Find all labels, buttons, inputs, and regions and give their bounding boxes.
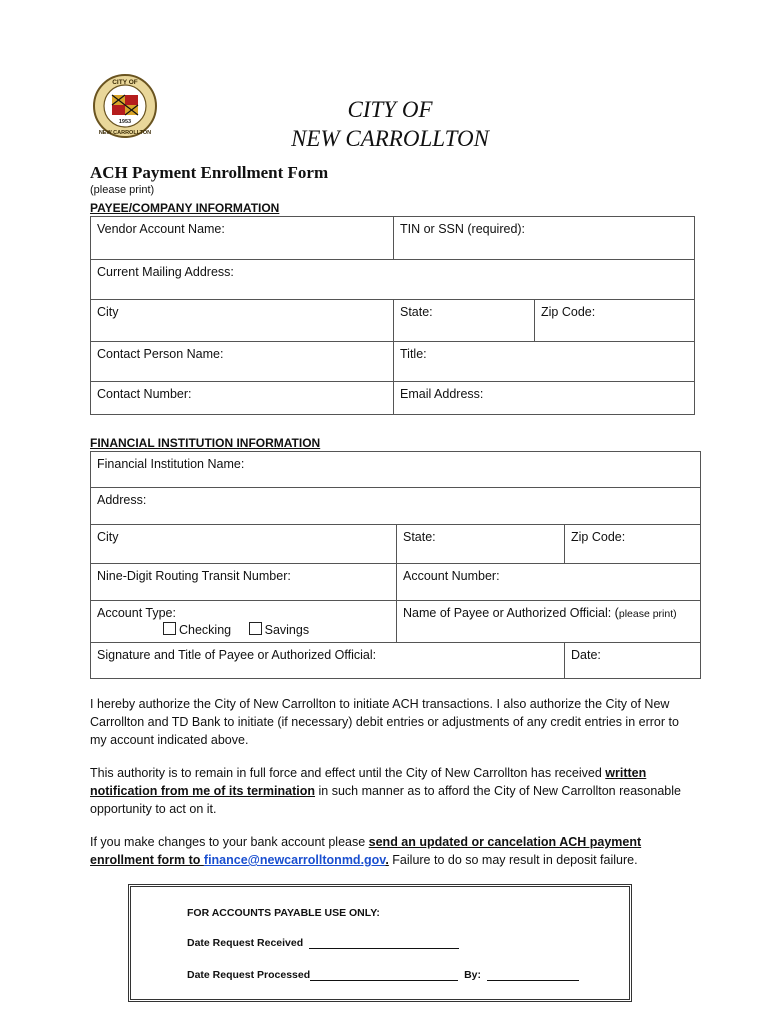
payee-section-heading: PAYEE/COMPANY INFORMATION — [90, 201, 280, 215]
bank-state-field[interactable] — [397, 525, 565, 564]
authorization-paragraph-1: I hereby authorize the City of New Carrollton to initiate ACH transactions. I also authorize the City of New Carrollton and TD Bank to initiate (if necessary) debit entries or adjustments of any credit entries in error to my account indicated above. — [90, 697, 679, 747]
city-seal-logo — [92, 73, 158, 139]
savings-checkbox[interactable] — [249, 622, 262, 635]
p3-text-a: If you make changes to your bank account please — [90, 835, 369, 849]
p3-dot: . — [385, 853, 389, 867]
ap-by-label: By: — [464, 969, 481, 981]
mailing-address-label: Current Mailing Address: — [97, 265, 234, 279]
savings-label: Savings — [264, 623, 310, 637]
payee-name-field[interactable] — [397, 601, 701, 643]
seal-bottom-text: NEW CARROLLTON — [98, 130, 152, 136]
account-type-field — [91, 601, 397, 643]
mailing-address-field[interactable] — [91, 260, 695, 300]
seal-top-text: CITY OF — [112, 79, 138, 86]
accounts-payable-box — [128, 884, 632, 1002]
checking-checkbox[interactable] — [163, 622, 176, 635]
p3-emphasis: send an updated or cancelation ACH payment enrollment form to — [90, 835, 642, 867]
bank-zip-field[interactable] — [565, 525, 701, 564]
institution-address-label: Address: — [97, 493, 147, 507]
bank-zip-label: Zip Code: — [571, 530, 626, 544]
payee-zip-field[interactable] — [535, 300, 695, 342]
tin-ssn-field[interactable] — [394, 217, 695, 260]
payee-zip-label: Zip Code: — [541, 305, 596, 319]
signature-field[interactable] — [91, 643, 565, 679]
payee-name-label: Name of Payee or Authorized Official: ( — [403, 606, 619, 620]
bank-city-field[interactable] — [91, 525, 397, 564]
authorization-paragraph-3 — [90, 833, 690, 869]
email-address-label: Email Address: — [400, 387, 484, 401]
city-title-line1: CITY OF — [347, 97, 433, 122]
institution-name-label: Financial Institution Name: — [97, 457, 245, 471]
account-type-label: Account Type: — [97, 606, 176, 620]
bank-city-label: City — [97, 530, 119, 544]
ap-processed-label: Date Request Processed — [187, 969, 311, 981]
bank-state-label: State: — [403, 530, 436, 544]
signature-date-field[interactable] — [565, 643, 701, 679]
ap-by-blank[interactable] — [487, 969, 579, 981]
finance-email-link[interactable]: finance@newcarrolltonmd.gov — [203, 853, 386, 867]
signature-date-label: Date: — [571, 648, 601, 662]
ap-processed-blank[interactable] — [310, 969, 458, 981]
payee-name-note: please print) — [618, 608, 677, 620]
form-title: ACH Payment Enrollment Form — [90, 163, 329, 182]
contact-number-field[interactable] — [91, 382, 394, 415]
payee-state-label: State: — [400, 305, 433, 319]
financial-section-heading: FINANCIAL INSTITUTION INFORMATION — [90, 436, 321, 450]
please-print-note: (please print) — [90, 184, 155, 196]
institution-address-field[interactable] — [91, 488, 701, 525]
ap-received-label: Date Request Received — [187, 937, 304, 949]
vendor-account-name-label: Vendor Account Name: — [97, 222, 225, 236]
contact-title-label: Title: — [400, 347, 427, 361]
routing-number-field[interactable] — [91, 564, 397, 601]
ap-heading: FOR ACCOUNTS PAYABLE USE ONLY: — [187, 907, 380, 919]
checking-label: Checking — [179, 623, 232, 637]
contact-title-field[interactable] — [394, 342, 695, 382]
account-number-label: Account Number: — [403, 569, 500, 583]
ap-received-row — [187, 937, 459, 949]
contact-number-label: Contact Number: — [97, 387, 192, 401]
signature-label: Signature and Title of Payee or Authorized Official: — [97, 648, 377, 662]
authorization-paragraph-2 — [90, 764, 690, 818]
contact-name-field[interactable] — [91, 342, 394, 382]
payee-table — [90, 216, 695, 415]
ap-processed-row — [187, 969, 579, 981]
city-title-line2: NEW CARROLLTON — [291, 126, 489, 151]
routing-number-label: Nine-Digit Routing Transit Number: — [97, 569, 291, 583]
payee-city-field[interactable] — [91, 300, 394, 342]
payee-state-field[interactable] — [394, 300, 535, 342]
payee-city-label: City — [97, 305, 119, 319]
ap-received-blank[interactable] — [309, 937, 459, 949]
p2-emphasis: written notification from me of its termination — [90, 766, 647, 798]
institution-name-field[interactable] — [91, 452, 701, 488]
p3-text-c: Failure to do so may result in deposit failure. — [388, 853, 638, 867]
p2-text-c: in such manner as to afford the City of New Carrollton reasonable opportunity to act on it. — [90, 784, 681, 816]
account-number-field[interactable] — [397, 564, 701, 601]
city-title — [240, 95, 540, 153]
tin-ssn-label: TIN or SSN (required): — [400, 222, 526, 236]
email-address-field[interactable] — [394, 382, 695, 415]
p2-text-a: This authority is to remain in full force and effect until the City of New Carrollton has received — [90, 766, 606, 780]
vendor-account-name-field[interactable] — [91, 217, 394, 260]
seal-year: 1953 — [118, 119, 132, 125]
contact-name-label: Contact Person Name: — [97, 347, 224, 361]
financial-table — [90, 451, 701, 679]
